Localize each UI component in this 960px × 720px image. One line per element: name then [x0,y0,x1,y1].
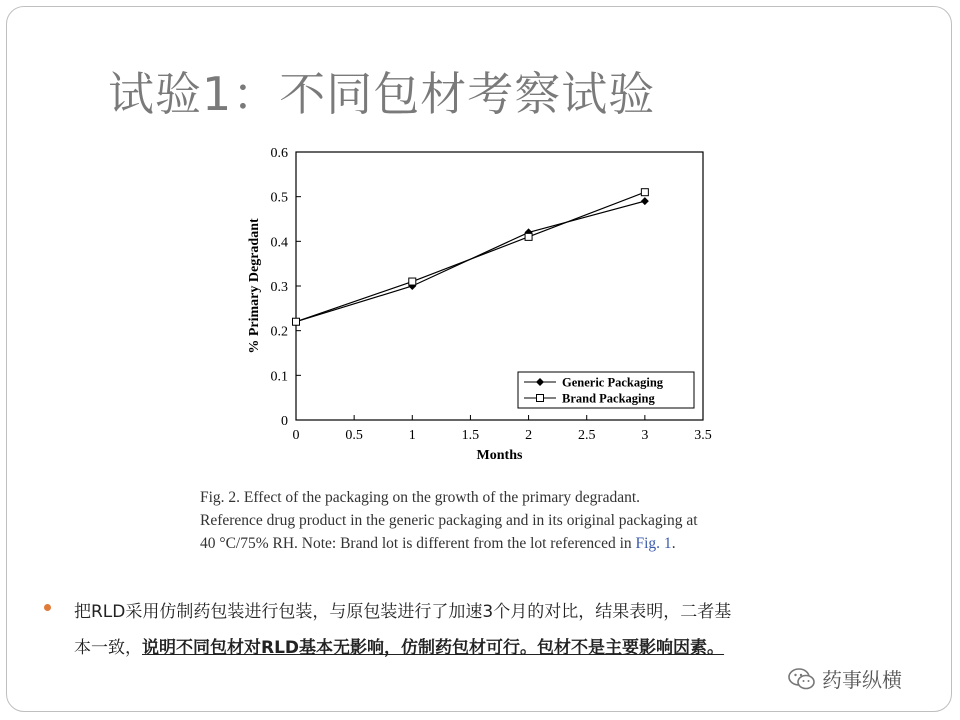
data-point-series-2 [641,189,648,196]
x-tick-label: 0.5 [345,428,363,443]
watermark-text: 药事纵横 [822,668,902,692]
caption-line-1: Fig. 2. Effect of the packaging on the growth of the primary degradant. [200,489,641,506]
legend-marker [537,395,544,402]
legend-label: Brand Packaging [562,391,655,406]
data-point-series-2 [525,233,532,240]
x-tick-label: 0 [292,428,300,443]
y-tick-label: 0.6 [270,146,288,161]
conclusion-bullet [74,594,894,666]
caption-line-3 [200,532,770,555]
y-tick-label: 0.4 [270,235,288,251]
x-tick-label: 3 [641,428,649,443]
bullet-line-1: 把RLD采用仿制药包装进行包装，与原包装进行了加速3个月的对比，结果表明，二者基 [74,602,732,622]
data-point-series-1 [641,197,649,205]
fig-1-link[interactable]: Fig. 1 [635,535,672,552]
bullet-line-2-plain: 本一致， [74,638,142,658]
watermark [788,664,902,693]
caption-line-3-text: 40 °C/75% RH. Note: Brand lot is different from the lot referenced in [200,535,636,552]
y-tick-label: 0.1 [270,369,288,385]
x-tick-label: 2 [525,428,533,443]
x-tick-label: 1.5 [461,428,480,443]
y-axis-label: % Primary Degradant [247,218,262,354]
data-point-series-2 [409,278,416,285]
y-tick-label: 0.3 [270,280,288,295]
x-tick-label: 2.5 [577,428,596,443]
figure-caption [200,486,770,555]
x-tick-label: 1 [408,428,416,443]
bullet-line-2 [74,630,894,666]
slide-title: 试验1：不同包材考察试验 [108,67,656,121]
series-line-2 [296,192,645,322]
data-point-series-2 [293,318,300,325]
y-tick-label: 0.5 [270,190,288,206]
legend-label: Generic Packaging [562,375,664,390]
y-tick-label: 0 [281,414,288,429]
wechat-icon [788,667,816,691]
bullet-dot-icon [44,604,51,611]
caption-line-2: Reference drug product in the generic packaging and in its original packaging at [200,512,698,529]
x-tick-label: 3.5 [694,428,712,443]
x-axis-label: Months [476,448,523,463]
y-tick-label: 0.2 [270,324,288,340]
bullet-line-2-emphasis: 说明不同包材对RLD基本无影响，仿制药包材可行。包材不是主要影响因素。 [142,638,725,658]
caption-line-3-end: . [671,535,676,552]
